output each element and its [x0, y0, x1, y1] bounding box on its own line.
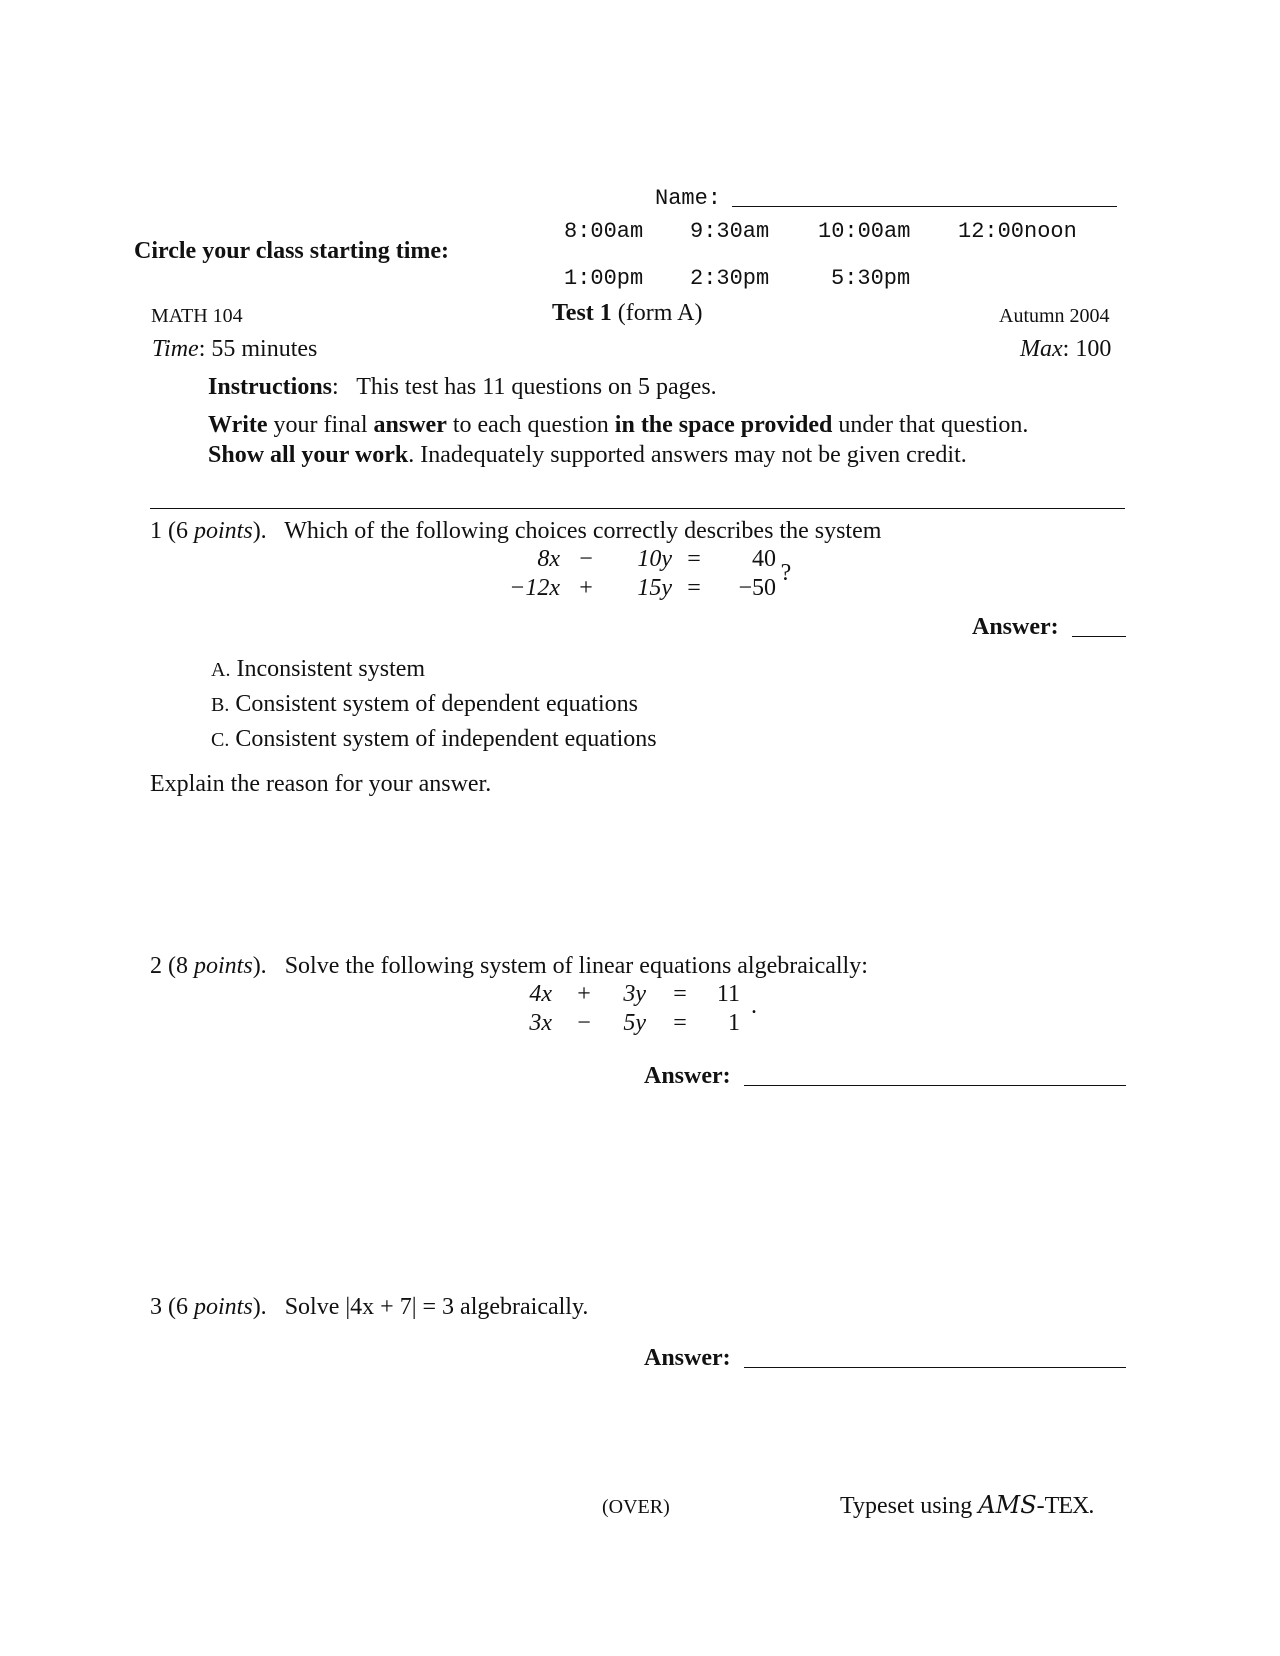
q1-answer-label: Answer: [972, 614, 1059, 640]
q1-option-c-letter: C. [211, 729, 230, 751]
q3-answer-label: Answer: [644, 1345, 731, 1371]
time-info [152, 336, 317, 363]
time-option-930am[interactable]: 9:30am [690, 219, 770, 244]
q1-option-c[interactable] [211, 726, 657, 753]
instructions-label: Instructions [208, 374, 333, 400]
time-option-100pm[interactable]: 1:00pm [564, 266, 644, 291]
q1-close: ). [252, 518, 267, 544]
q2-heading [150, 953, 868, 980]
q3-heading [150, 1294, 588, 1321]
q2-eq2-b: 5y [623, 1010, 646, 1036]
q1-eq2-b: 15y [637, 575, 672, 601]
q1-option-a-text: Inconsistent system [236, 656, 426, 682]
q2-eq1-a: 4x [529, 981, 552, 1007]
q1-number: 1 (6 [150, 518, 194, 544]
time-option-1000am[interactable]: 10:00am [818, 219, 911, 244]
q2-text: Solve the following system of linear equations algebraically: [284, 953, 868, 979]
test-title [552, 300, 702, 327]
q1-trail: ? [780, 560, 792, 586]
time-label: Time [152, 336, 199, 362]
q1-option-a[interactable] [211, 656, 425, 683]
q2-eq2-eq: = [673, 1010, 687, 1036]
q2-eq2-c: 1 [728, 1010, 740, 1036]
term: Autumn 2004 [999, 305, 1110, 327]
q3-points: points [194, 1294, 253, 1320]
q1-heading [150, 518, 881, 545]
max-label: Max [1020, 336, 1063, 362]
tex-text: TEX [1044, 1493, 1089, 1519]
q1-eq1-a: 8x [537, 546, 560, 572]
name-field[interactable] [732, 186, 1117, 207]
q2-eq1-op: + [577, 981, 591, 1007]
test-title-form: (form A) [611, 300, 703, 326]
instructions-text: : This test has 11 questions on 5 pages. [332, 374, 717, 400]
q2-points: points [194, 953, 253, 979]
instr-text-3: under that question. [832, 412, 1029, 438]
q2-number: 2 (8 [150, 953, 194, 979]
typeset-dash: - [1036, 1493, 1045, 1519]
q3-text: Solve |4x + 7| = 3 algebraically. [284, 1294, 589, 1320]
instr-text-2: to each question [446, 412, 615, 438]
q2-answer-label: Answer: [644, 1063, 731, 1089]
instr-answer: answer [373, 412, 447, 438]
name-label: Name: [655, 186, 722, 211]
q2-trail: . [751, 993, 757, 1019]
circle-label: Circle your class starting time: [134, 238, 450, 264]
q2-eq1-c: 11 [716, 981, 740, 1007]
q3-close: ). [252, 1294, 267, 1320]
instr-show-work: Show all your work [208, 442, 409, 468]
instr-text-1: your final [267, 412, 374, 438]
q2-answer-field[interactable] [744, 1063, 1126, 1086]
q1-option-b-text: Consistent system of dependent equations [235, 691, 638, 717]
q1-option-c-text: Consistent system of independent equations [235, 726, 657, 752]
q3-answer-field[interactable] [744, 1345, 1126, 1368]
q1-eq1-c: 40 [752, 546, 776, 572]
q2-eq2-op: − [577, 1010, 591, 1036]
q1-option-b[interactable] [211, 691, 638, 718]
q2-eq1-b: 3y [623, 981, 646, 1007]
q1-answer-field[interactable] [1072, 614, 1126, 637]
max-info [1020, 336, 1111, 363]
q2-eq2-a: 3x [529, 1010, 552, 1036]
q1-option-a-letter: A. [211, 659, 231, 681]
course-code: MATH 104 [151, 305, 243, 327]
time-option-530pm[interactable]: 5:30pm [831, 266, 911, 291]
test-title-bold: Test 1 [552, 300, 612, 326]
q1-option-b-letter: B. [211, 694, 230, 716]
instr-space: in the space provided [614, 412, 833, 438]
time-option-1200noon[interactable]: 12:00noon [958, 219, 1077, 244]
q1-eq1-b: 10y [637, 546, 672, 572]
q1-eq2-eq: = [687, 575, 701, 601]
q1-points: points [194, 518, 253, 544]
instr-text-4: . Inadequately supported answers may not be given credit. [408, 442, 967, 468]
over-label: (OVER) [602, 1496, 670, 1518]
q1-eq1-op: − [579, 546, 593, 572]
ams-logo: AMS [978, 1491, 1037, 1519]
time-option-230pm[interactable]: 2:30pm [690, 266, 770, 291]
time-option-800am[interactable]: 8:00am [564, 219, 644, 244]
typeset-period: . [1088, 1493, 1095, 1519]
instructions-paragraph [208, 410, 1068, 470]
q1-eq2-c: −50 [738, 575, 776, 601]
q1-eq1-eq: = [687, 546, 701, 572]
typeset-prefix: Typeset using [840, 1493, 979, 1519]
q2-eq1-eq: = [673, 981, 687, 1007]
q1-eq2-a: −12x [509, 575, 560, 601]
q2-close: ). [252, 953, 267, 979]
max-value: : 100 [1062, 336, 1112, 362]
instr-write: Write [208, 412, 268, 438]
typeset-note [840, 1491, 1094, 1520]
tex-logo [1045, 1493, 1089, 1519]
q3-number: 3 (6 [150, 1294, 194, 1320]
instructions-line [208, 374, 717, 401]
q1-text: Which of the following choices correctly describes the system [284, 518, 882, 544]
q1-explain: Explain the reason for your answer. [150, 771, 492, 797]
time-value: : 55 minutes [198, 336, 318, 362]
q1-eq2-op: + [579, 575, 593, 601]
divider [150, 508, 1125, 509]
